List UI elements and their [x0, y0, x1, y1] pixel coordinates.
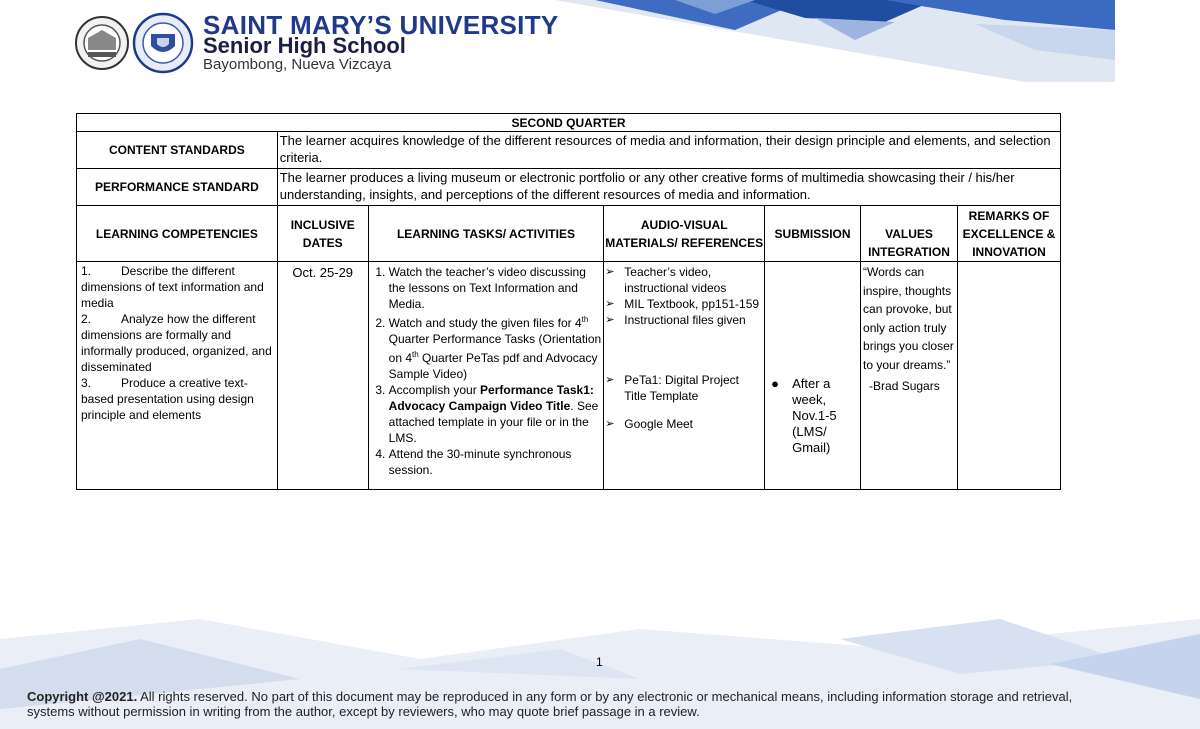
header-materials: AUDIO-VISUAL MATERIALS/ REFERENCES: [604, 206, 765, 262]
material-item: ➢ PeTa1: Digital Project Title Template: [624, 372, 764, 404]
school-location: Bayombong, Nueva Vizcaya: [203, 56, 392, 73]
competency-item: 2. Analyze how the different dimensions are formally and informally produced, organized, and disseminated: [81, 312, 272, 374]
content-standards-text: The learner acquires knowledge of the different resources of media and information, their design principle and elements, and selection criteria.: [277, 132, 1060, 169]
submission-cell: [765, 262, 861, 490]
task-item: 3. Accomplish your Performance Task1: Advocacy Campaign Video Title. See attached template in your file or in the LMS.: [389, 382, 604, 446]
task-item: 4. Attend the 30-minute synchronous session.: [389, 446, 604, 478]
school-name: Senior High School: [203, 33, 406, 58]
material-item: ➢ Teacher’s video, instructional videos: [624, 264, 764, 296]
remarks-cell: [957, 262, 1060, 490]
values-cell: [861, 262, 958, 490]
copyright-notice: [27, 689, 1097, 719]
header-submission: SUBMISSION: [765, 206, 861, 262]
header-competencies: LEARNING COMPETENCIES: [77, 206, 278, 262]
header-decoration: [555, 0, 1115, 82]
header-dates: INCLUSIVE DATES: [277, 206, 368, 262]
university-name: SAINT MARY’S UNIVERSITY: [203, 10, 559, 40]
performance-standard-label: PERFORMANCE STANDARD: [77, 169, 278, 206]
shs-seal-icon: [76, 17, 128, 69]
competency-item: 1. Describe the different dimensions of text information and media: [81, 264, 264, 310]
content-standards-label: CONTENT STANDARDS: [77, 132, 278, 169]
materials-cell: [604, 262, 765, 490]
header-remarks: REMARKS OF EXCELLENCE & INNOVATION: [957, 206, 1060, 262]
bullet-icon: ●: [771, 376, 779, 391]
dates-cell: [277, 262, 368, 490]
competencies-cell: [77, 262, 278, 490]
copyright-text: All rights reserved. No part of this document may be reproduced in any form or by any electronic or mechanical means, including information storage and retrieval, systems without permission in writing from the author, except by reviewers, who may quote brief passage in a review.: [27, 689, 1073, 719]
competency-item: 3. Produce a creative text-based presentation using design principle and elements: [81, 376, 254, 422]
header-values: VALUES INTEGRATION: [861, 206, 958, 262]
smu-seal-icon: [134, 14, 192, 72]
copyright-label: Copyright @2021.: [27, 689, 138, 704]
task-item: 1. Watch the teacher’s video discussing the lessons on Text Information and Media.: [389, 264, 604, 312]
material-item: ➢ Instructional files given: [624, 312, 764, 328]
task-item: 2. Watch and study the given files for 4th Quarter Performance Tasks (Orientation on 4th Quarter PeTas pdf and Advocacy Sample Video): [389, 312, 604, 382]
page-number: 1: [596, 655, 603, 669]
material-item: ➢ MIL Textbook, pp151-159: [624, 296, 764, 312]
inclusive-dates: Oct. 25-29: [292, 265, 354, 280]
school-logos: [74, 12, 198, 74]
quarter-title: SECOND QUARTER: [77, 114, 1061, 132]
values-quote: “Words can inspire, thoughts can provoke, but only action truly brings you closer to your dreams.”: [863, 265, 954, 372]
material-item: ➢ Google Meet: [624, 416, 764, 432]
tasks-cell: [368, 262, 604, 490]
performance-standard-text: The learner produces a living museum or electronic portfolio or any other creative forms of multimedia showcasing their / his/her understanding, insights, and perceptions of the different resources of media and information.: [277, 169, 1060, 206]
header-tasks: LEARNING TASKS/ ACTIVITIES: [368, 206, 604, 262]
learning-plan-table: [76, 113, 1061, 490]
values-author: -Brad Sugars: [869, 379, 940, 393]
submission-item: ● After a week, Nov.1-5 (LMS/ Gmail): [771, 376, 837, 455]
